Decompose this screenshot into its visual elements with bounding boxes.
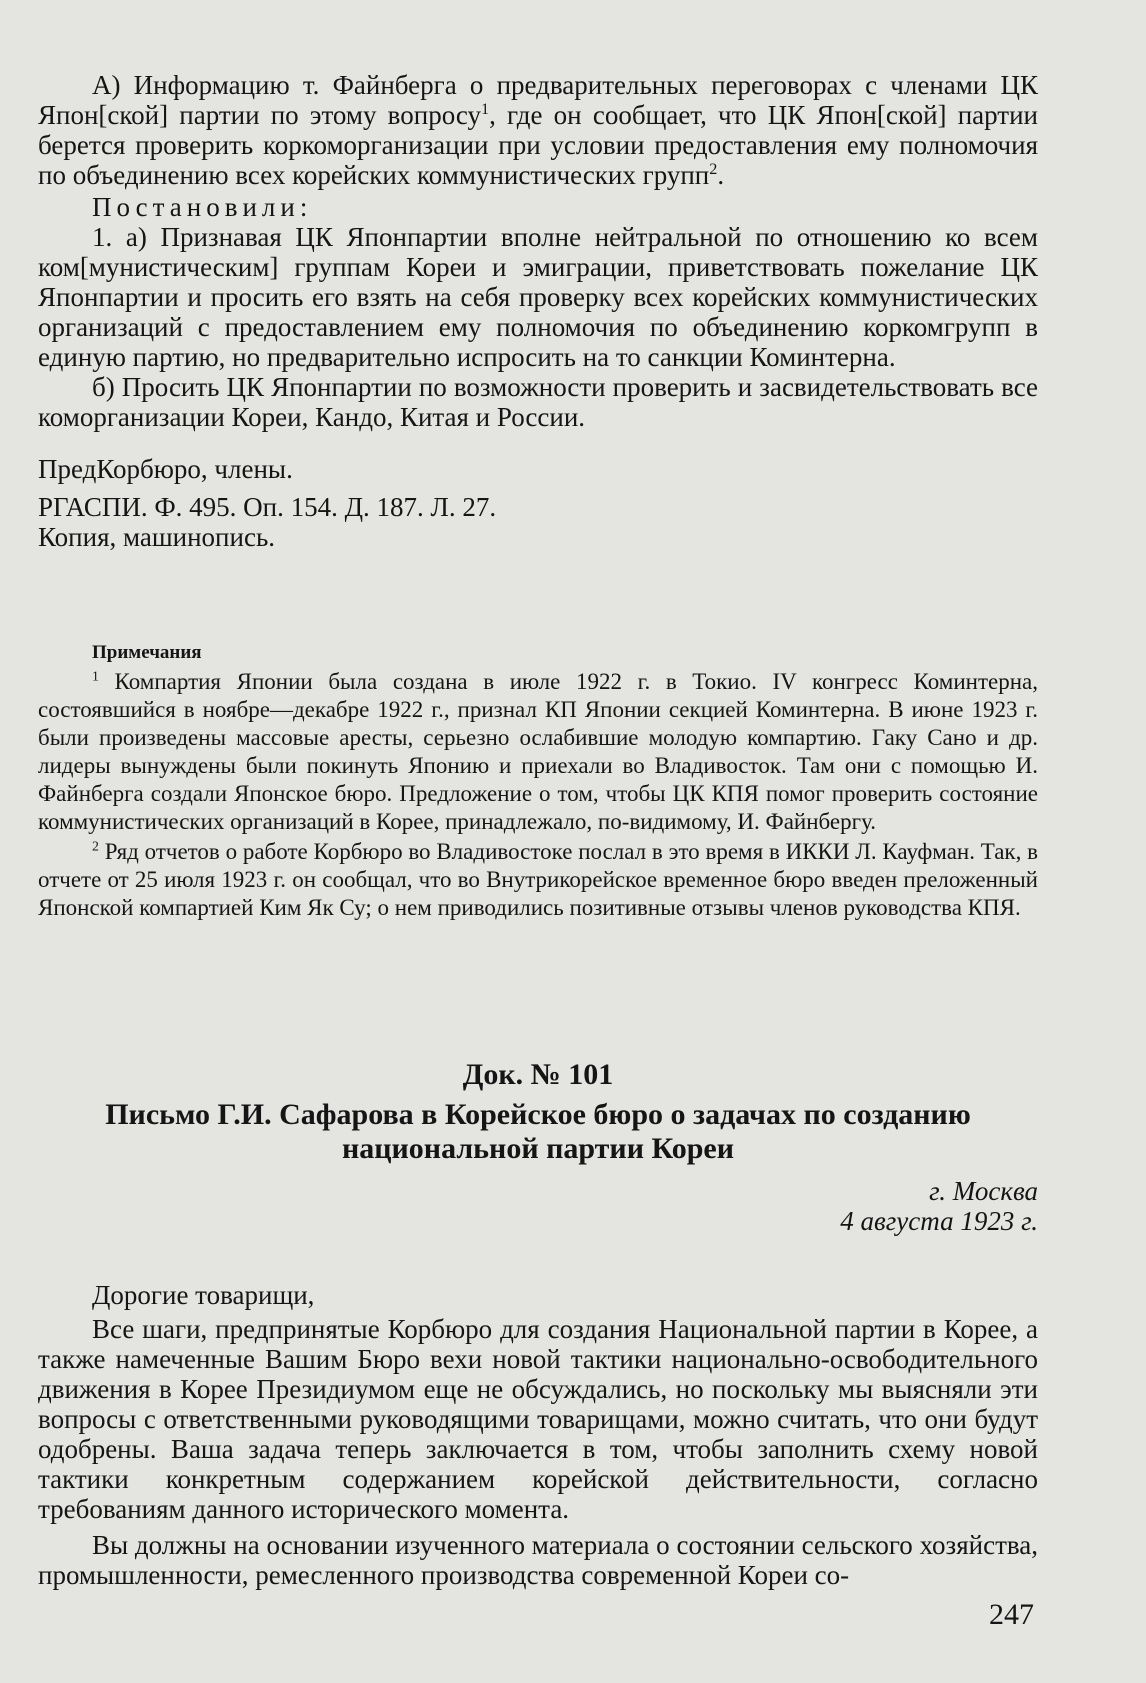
letter-paragraph-1: Все шаги, предпринятые Корбюро для создания Национальной партии в Корее, а также намеченные Вашим Бюро вехи новой тактики национально-освободительного движения в Корее Президиумом еще не обсуждались, но поскольку мы выясняли эти вопросы с ответственными руководящими товарищами, можно считать, что они будут одобрены. Ваша задача теперь заключается в том, чтобы заполнить схему новой тактики конкретным содержанием корейской действительности, согласно требованиям данного исторического момента. [38, 1314, 1038, 1524]
notes-title: Примечания [92, 642, 202, 663]
archive-reference: РГАСПИ. Ф. 495. Оп. 154. Д. 187. Л. 27. [38, 492, 497, 522]
resolution-item-1b: б) Просить ЦК Японпартии по возможности проверить и засвидетельствовать все коморганизации Кореи, Кандо, Китая и России. [38, 372, 1038, 432]
footnote-ref-1: 1 [481, 100, 490, 118]
greeting: Дорогие товарищи, [92, 1280, 315, 1310]
document-place: г. Москва [929, 1176, 1038, 1206]
paragraph-information: А) Информацию т. Файнберга о предварительных переговорах с членами ЦК Япон[ской] партии по этому вопросу$^1$, где он сообщает, что ЦК Япон[ской] партии берется проверить коркоморганизации при условии предоставления ему полномочия по объединению всех корейских коммунистических групп$^2$. [38, 70, 1038, 190]
document-number: Док. № 101 [462, 1058, 614, 1091]
document-title: Письмо Г.И. Сафарова в Корейское бюро о задачах по созданию национальной партии Кореи [105, 1098, 971, 1165]
page-number: 247 [989, 1598, 1034, 1631]
document-date: 4 августа 1923 г. [840, 1206, 1038, 1236]
decided-heading: Постановили: [92, 192, 313, 222]
note-2: $^2$ Ряд отчетов о работе Корбюро во Владивостоке послал в это время в ИККИ Л. Кауфман. Так, в отчете от 25 июля 1923 г. он сообщал, что во Внутрикорейское временное бюро введен преложенный Японской компартией Ким Як Су; о нем приводились позитивные отзывы членов руководства КПЯ. [38, 838, 1038, 920]
letter-paragraph-2: Вы должны на основании изученного материала о состоянии сельского хозяйства, промышленности, ремесленного производства современной Кореи со- [38, 1530, 1038, 1590]
document-101 [38, 1058, 1038, 1590]
top-section [38, 70, 1038, 552]
resolution-item-1a: 1. а) Признавая ЦК Японпартии вполне нейтральной по отношению ко всем ком[мунистическим] группам Кореи и эмиграции, приветствовать пожелание ЦК Японпартии и просить его взять на себя проверку всех корейских коммунистических организаций с предоставлением ему полномочия по объединению коркомгрупп в единую партию, но предварительно испросить на то санкции Коминтерна. [38, 222, 1038, 372]
signature: ПредКорбюро, члены. [38, 454, 293, 484]
note-1: $^1$ Компартия Японии была создана в июле 1922 г. в Токио. IV конгресс Коминтерна, состоявшийся в ноябре—декабре 1922 г., признал КП Японии секцией Коминтерна. В июне 1923 г. были произведены массовые аресты, серьезно ослабившие молодую компартию. Гаку Сано и др. лидеры вынуждены были покинуть Японию и приехали во Владивосток. Там они с помощью И. Файнберга создали Японское бюро. Предложение о том, чтобы ЦК КПЯ помог проверить состояние коммунистических организаций в Корее, принадлежало, по-видимому, И. Файнбергу. [38, 668, 1039, 834]
footnote-ref-2: 2 [709, 160, 718, 178]
copy-note: Копия, машинопись. [38, 522, 276, 552]
notes-section [38, 642, 1038, 922]
